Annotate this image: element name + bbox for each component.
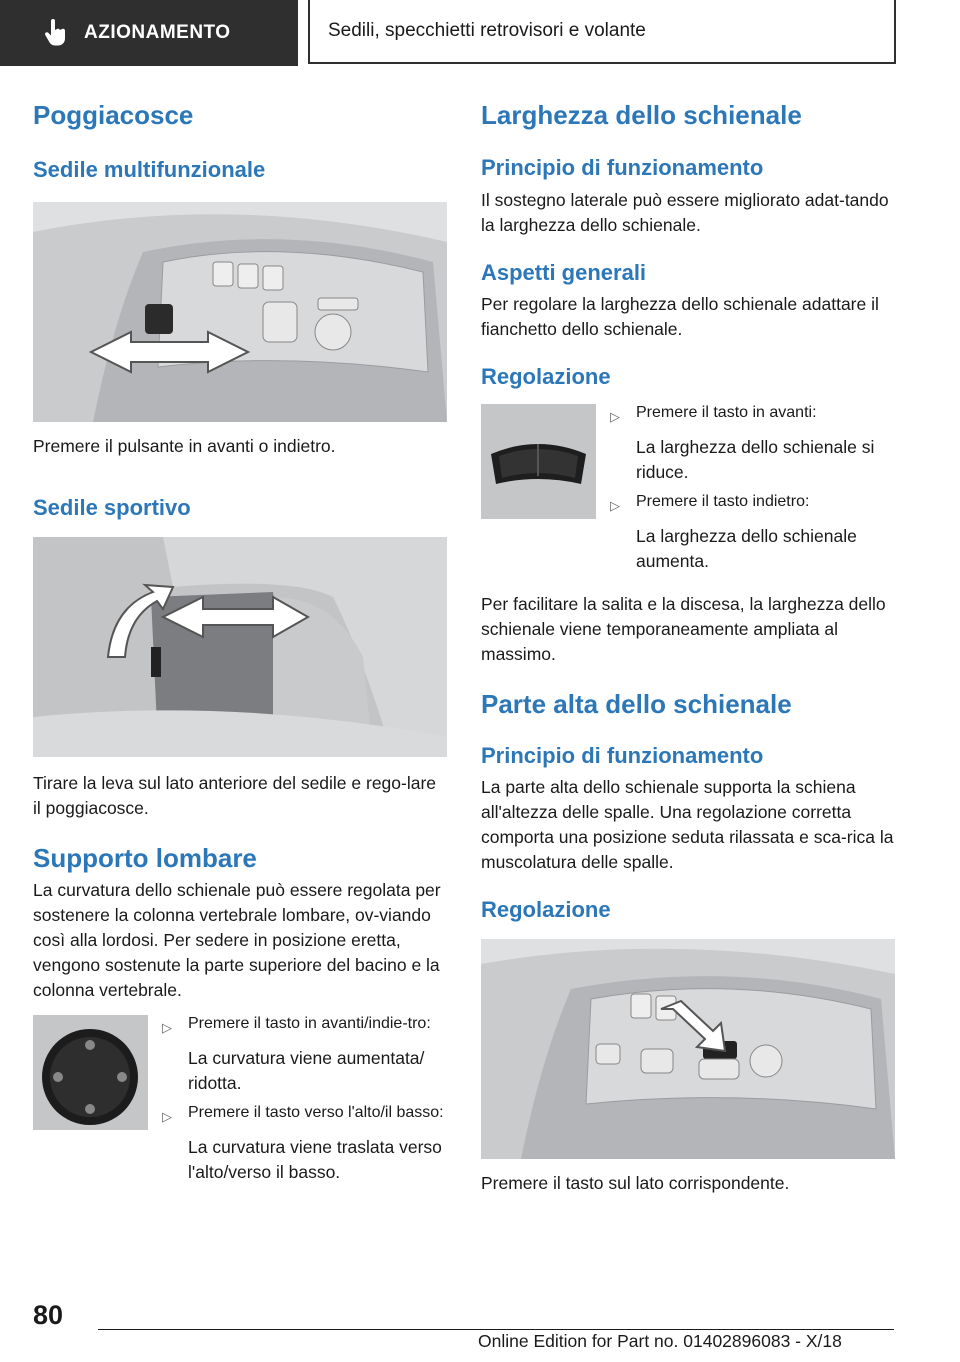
text-principio-2: La parte alta dello schienale supporta la schiena all'altezza delle spalle. Una regolazione corretta comporta una posizione seduta rilassata e sca-rica la muscolatura delle spalle. — [481, 776, 894, 872]
text-sportivo: Tirare la leva sul lato anteriore del sedile e rego-lare il poggiacosce. — [33, 772, 437, 818]
seat-multifunction-illustration — [33, 202, 447, 422]
heading-regolazione-1: Regolazione — [481, 363, 611, 389]
section-tab — [0, 0, 298, 66]
seat-sport-illustration — [33, 537, 447, 757]
text-principio-1: Il sostegno laterale può essere migliorato adat-tando la larghezza dello schienale. — [481, 189, 889, 235]
list-item: ▷ Premere il tasto in avanti: — [610, 404, 895, 429]
footer-divider — [98, 1329, 894, 1330]
list-item: ▷ Premere il tasto in avanti/indie-tro: — [162, 1015, 447, 1040]
text-multifunzionale: Premere il pulsante in avanti o indietro. — [33, 435, 336, 456]
lumbar-bullet-block — [33, 1015, 447, 1185]
list-item: ▷ Premere il tasto indietro: — [610, 493, 895, 518]
list-item-detail: La curvatura viene traslata verso l'alto/verso il basso. — [188, 1137, 442, 1183]
width-button-illustration — [481, 404, 596, 519]
lumbar-bullet-list — [162, 1015, 447, 1185]
text-salita-discesa: Per facilitare la salita e la discesa, la larghezza dello schienale viene temporaneamente ampliata al massimo. — [481, 594, 886, 665]
footer-edition: Online Edition for Part no. 01402896083 - X/18 — [478, 1331, 842, 1351]
hand-pointer-icon — [40, 18, 70, 48]
thigh-support-arrow-icon — [33, 537, 447, 757]
list-item-detail: La larghezza dello schienale si riduce. — [636, 437, 875, 483]
heading-principio-1: Principio di funzionamento — [481, 155, 764, 181]
text-lombare: La curvatura dello schienale può essere regolata per sostenere la colonna vertebrale lombare, ov-viando così alla lordosi. Per sedere in posizione eretta, vengono sostenute la parte superiore del bacino e la colonna vertebrale. — [33, 880, 441, 1001]
seat-controls-arrow-icon — [33, 202, 447, 422]
upper-backrest-illustration — [481, 939, 895, 1159]
lumbar-round-button-icon — [33, 1015, 148, 1130]
page-number: 80 — [33, 1300, 64, 1330]
left-column — [33, 100, 447, 1185]
heading-sedile-multifunzionale: Sedile multifunzionale — [33, 157, 266, 183]
triangle-right-icon: ▷ — [610, 498, 620, 514]
heading-regolazione-2: Regolazione — [481, 896, 611, 922]
heading-principio-2: Principio di funzionamento — [481, 742, 764, 768]
triangle-right-icon: ▷ — [162, 1020, 172, 1036]
chapter-tab — [308, 0, 896, 64]
chapter-title: Sedili, specchietti retrovisori e volante — [328, 20, 646, 41]
lumbar-button-illustration — [33, 1015, 148, 1130]
width-bullet-list — [610, 404, 895, 574]
page-header — [0, 0, 960, 66]
heading-aspetti-generali: Aspetti generali — [481, 259, 647, 285]
heading-parte-alta: Parte alta dello schienale — [481, 689, 792, 720]
list-item-detail: La larghezza dello schienale aumenta. — [636, 526, 857, 572]
upper-backrest-button-arrow-icon — [481, 939, 895, 1159]
heading-larghezza-schienale: Larghezza dello schienale — [481, 100, 802, 130]
text-aspetti-generali: Per regolare la larghezza dello schienale adattare il fianchetto dello schienale. — [481, 293, 879, 339]
heading-sedile-sportivo: Sedile sportivo — [33, 494, 191, 520]
width-bullet-block — [481, 404, 895, 574]
right-column — [481, 100, 895, 1196]
heading-poggiacosce: Poggiacosce — [33, 100, 194, 130]
section-title: AZIONAMENTO — [84, 22, 231, 43]
width-rocker-button-icon — [481, 404, 596, 519]
heading-supporto-lombare: Supporto lombare — [33, 842, 257, 873]
triangle-right-icon: ▷ — [610, 409, 620, 425]
triangle-right-icon: ▷ — [162, 1109, 172, 1125]
list-item: ▷ Premere il tasto verso l'alto/il basso: — [162, 1104, 447, 1129]
text-regolazione-2: Premere il tasto sul lato corrispondente. — [481, 1173, 790, 1194]
list-item-detail: La curvatura viene aumentata/ ridotta. — [188, 1048, 425, 1094]
